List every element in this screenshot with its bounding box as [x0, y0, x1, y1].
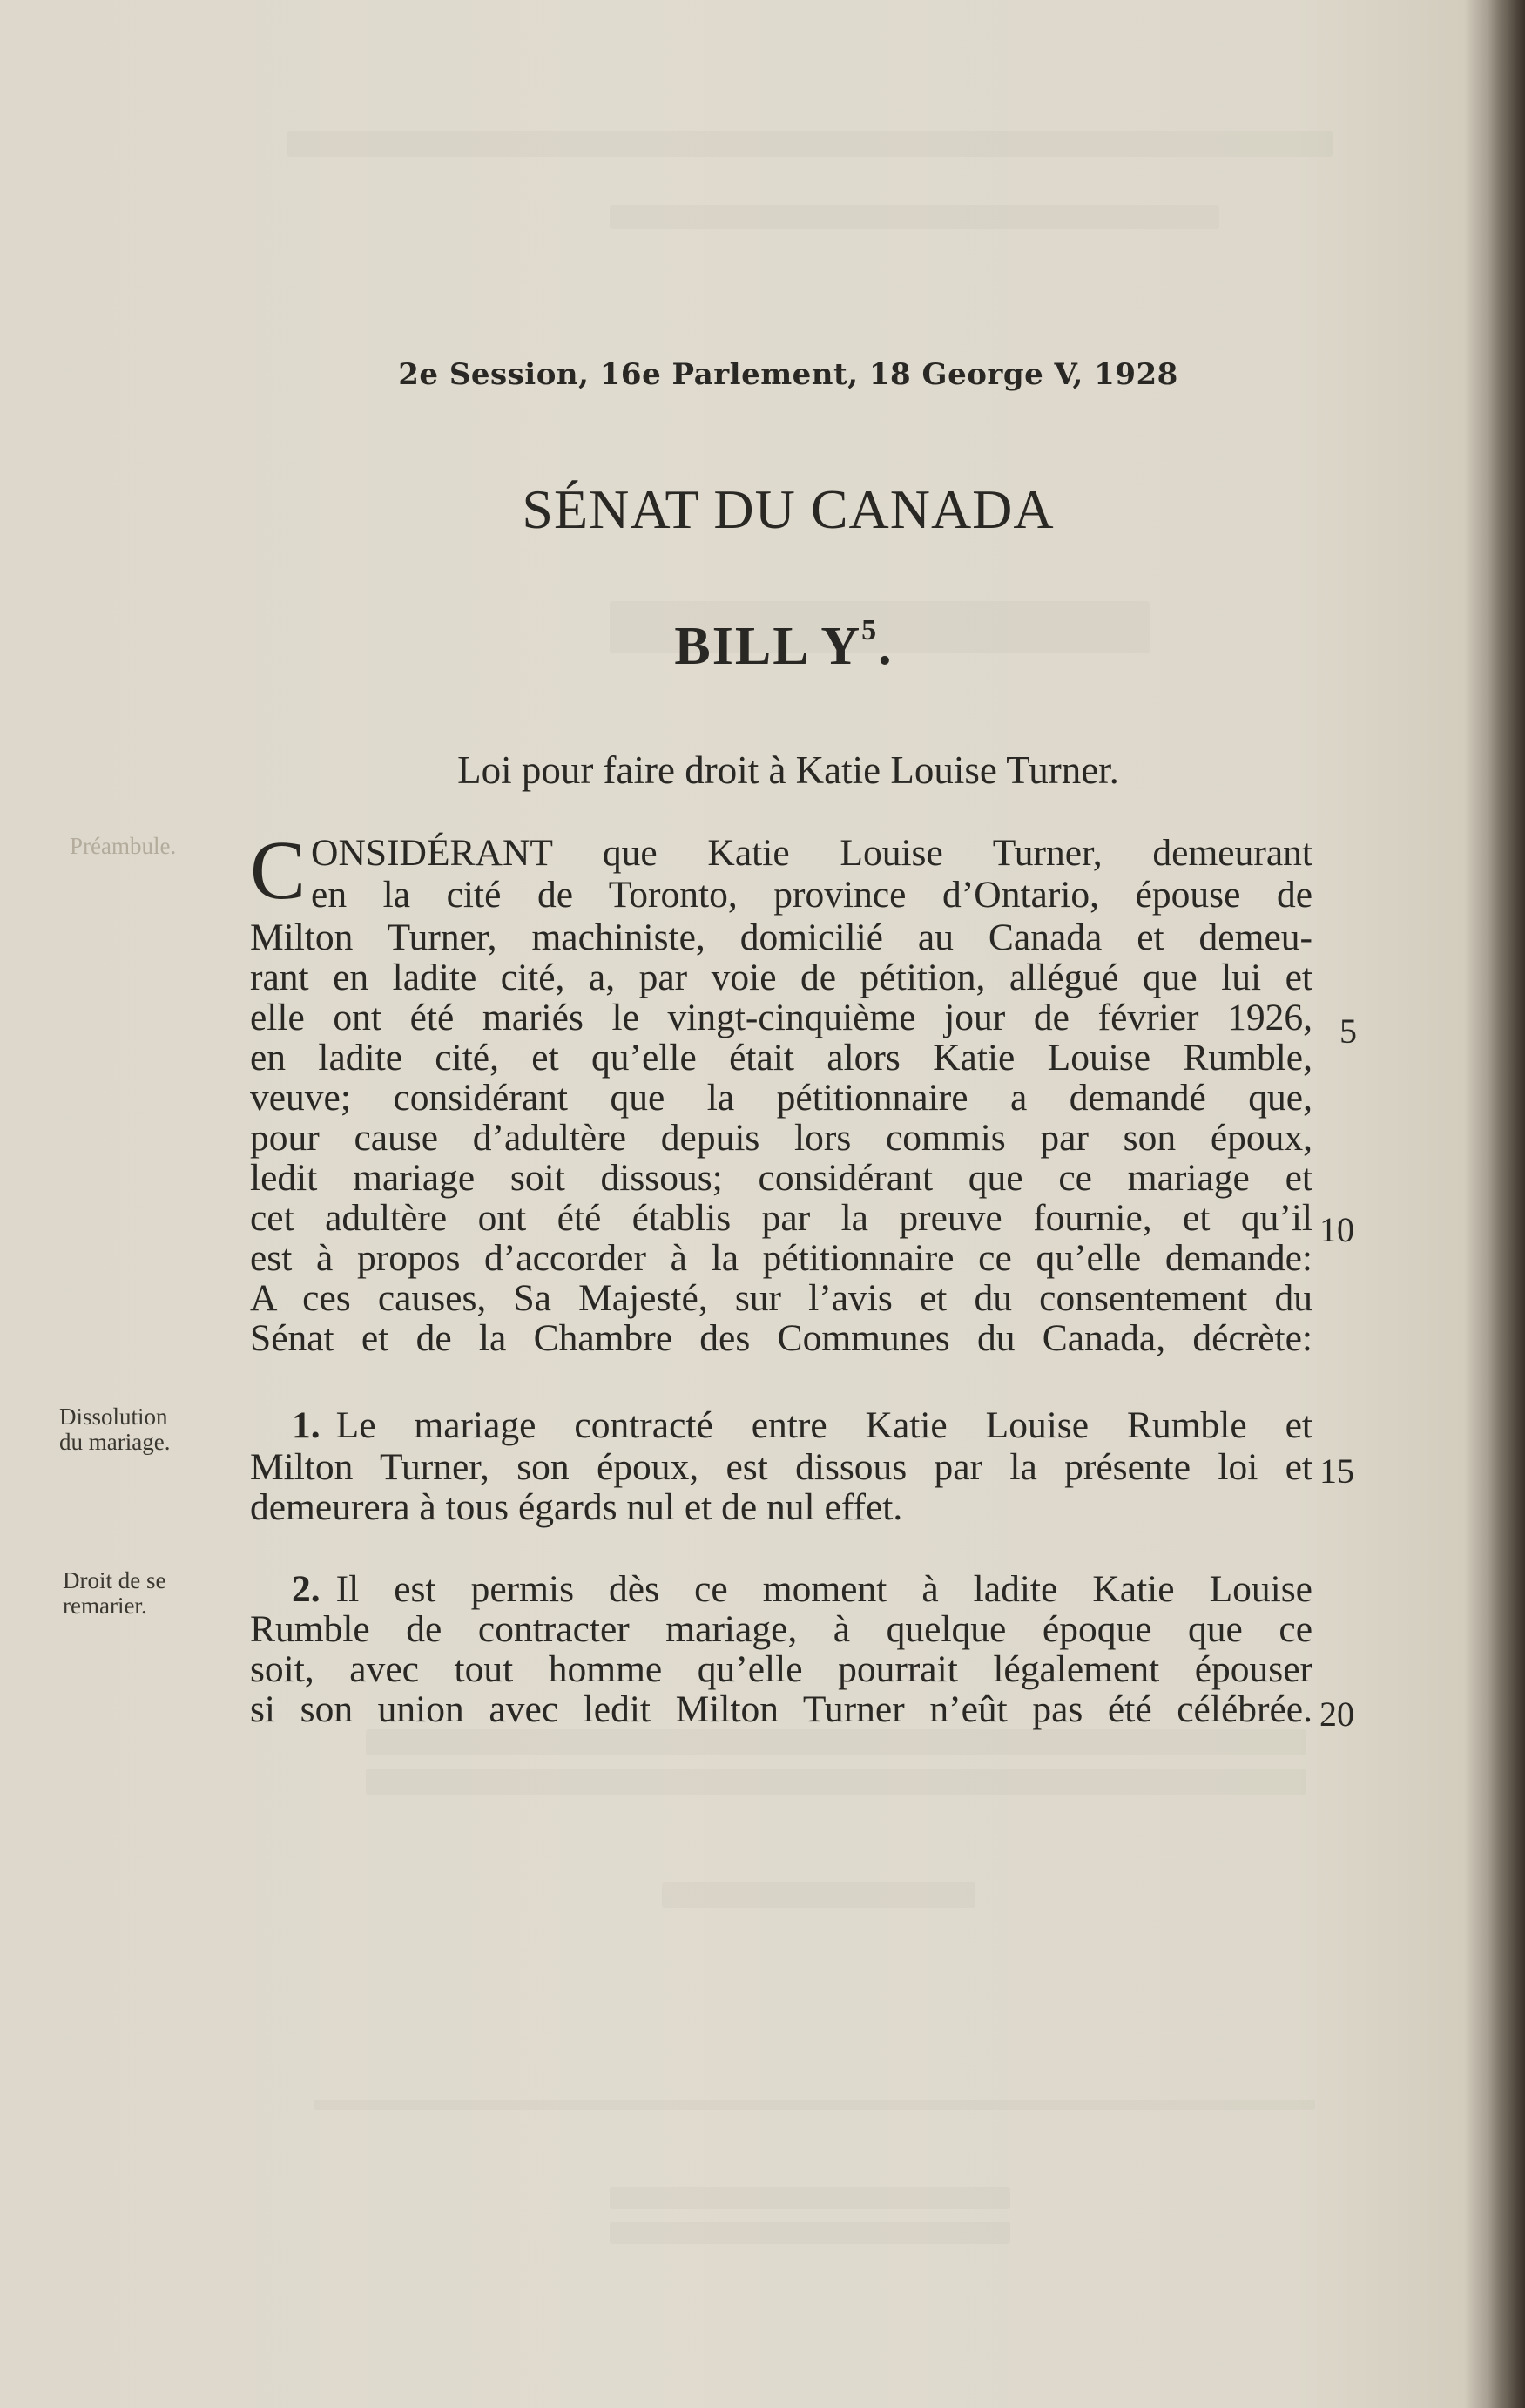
section-line: si son union avec ledit Milton Turner n’eût pas été célébrée. — [250, 1688, 1312, 1730]
bill-period: . — [878, 617, 894, 676]
preamble-line: elle ont été mariés le vingt-cinquième jour de février 1926, — [250, 997, 1312, 1038]
preamble-line: ONSIDÉRANT que Katie Louise Turner, demeurant — [311, 832, 1312, 874]
preamble-line: Sénat et de la Chambre des Communes du Canada, décrète: — [250, 1317, 1312, 1359]
show-through-band — [287, 131, 1333, 157]
section-number: 1. — [292, 1404, 321, 1446]
line-number: 15 — [1319, 1451, 1354, 1491]
margin-note-line: Dissolution — [59, 1404, 168, 1430]
senate-title: SÉNAT DU CANADA — [522, 478, 1055, 540]
section-line — [250, 1404, 1312, 1446]
show-through-band — [662, 1882, 975, 1908]
section-number: 2. — [292, 1568, 321, 1610]
preamble-line: Milton Turner, machiniste, domicilié au Canada et demeu- — [250, 917, 1312, 958]
section-line: soit, avec tout homme qu’elle pourrait légalement épouser — [250, 1648, 1312, 1690]
margin-note-line: remarier. — [63, 1593, 147, 1619]
section-line: Milton Turner, son époux, est dissous par la présente loi et — [250, 1446, 1312, 1488]
margin-note-dissolution — [59, 1404, 233, 1455]
margin-note-line: du mariage. — [59, 1429, 171, 1455]
margin-note-line: Droit de se — [63, 1567, 166, 1593]
bill-title — [0, 614, 1525, 678]
section-text: Le mariage contracté entre Katie Louise Rumble et — [335, 1404, 1312, 1446]
section-line: Rumble de contracter mariage, à quelque époque que ce — [250, 1608, 1312, 1650]
preamble-line: en la cité de Toronto, province d’Ontario, épouse de — [311, 874, 1312, 916]
section-line: demeurera à tous égards nul et de nul effet. — [250, 1486, 903, 1528]
preamble-line: veuve; considérant que la pétitionnaire a demandé que, — [250, 1077, 1312, 1119]
section-line — [250, 1568, 1312, 1610]
preamble-line: rant en ladite cité, a, par voie de pétition, allégué que lui et — [250, 957, 1312, 998]
show-through-band — [366, 1729, 1306, 1755]
preamble-line: A ces causes, Sa Majesté, sur l’avis et du consentement du — [250, 1277, 1312, 1319]
section-text: Il est permis dès ce moment à ladite Katie Louise — [335, 1568, 1312, 1610]
show-through-band — [610, 205, 1219, 229]
bill-superscript: 5 — [861, 614, 879, 646]
bill-label: BILL Y — [674, 617, 862, 676]
preamble-line: est à propos d’accorder à la pétitionnaire ce qu’elle demande: — [250, 1237, 1312, 1279]
show-through-band — [610, 2222, 1010, 2244]
show-through-band — [314, 2100, 1315, 2110]
show-through-band — [366, 1769, 1306, 1795]
preamble-line: cet adultère ont été établis par la preuve fournie, et qu’il — [250, 1197, 1312, 1239]
preamble-line: ledit mariage soit dissous; considérant que ce mariage et — [250, 1157, 1312, 1199]
line-number: 20 — [1319, 1694, 1354, 1734]
margin-note-preamble: Préambule. — [70, 833, 177, 859]
session-header: 2e Session, 16e Parlement, 18 George V, 1928 — [398, 357, 1178, 392]
preamble-first-block — [250, 823, 1312, 917]
preamble-line: en ladite cité, et qu’elle était alors Katie Louise Rumble, — [250, 1037, 1312, 1079]
margin-note-remarry — [63, 1568, 237, 1619]
preamble-line: pour cause d’adultère depuis lors commis par son époux, — [250, 1117, 1312, 1159]
line-number: 10 — [1319, 1210, 1354, 1249]
drop-cap: C — [250, 823, 307, 917]
bill-subtitle: Loi pour faire droit à Katie Louise Turner. — [457, 748, 1119, 792]
page-edge-shadow — [1488, 0, 1525, 2408]
line-number: 5 — [1339, 1011, 1357, 1051]
show-through-band — [610, 2187, 1010, 2209]
